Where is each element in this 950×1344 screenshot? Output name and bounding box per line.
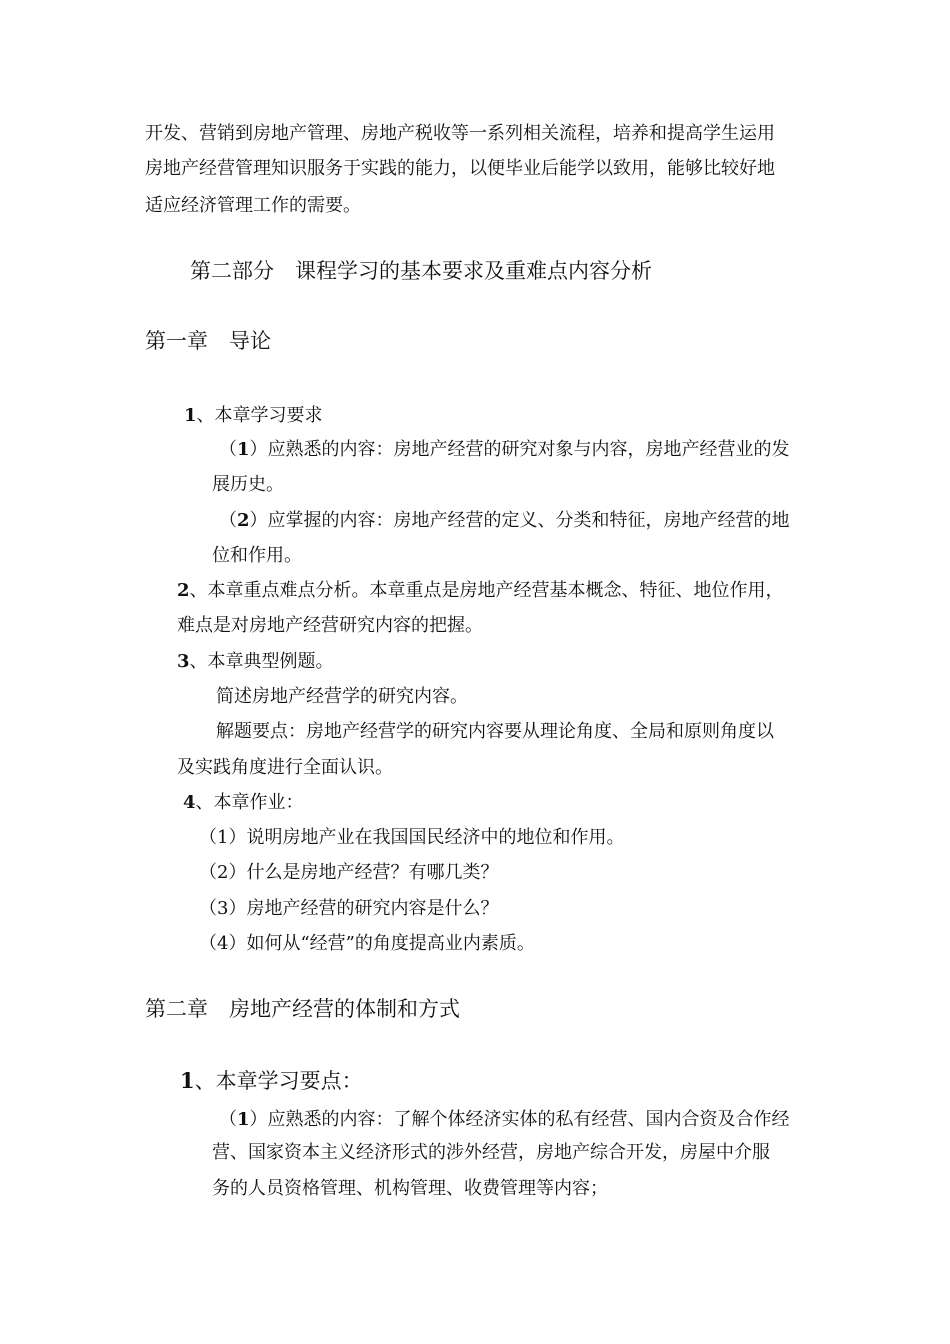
ch1-item-2-line-1: （2）应掌握的内容：房地产经营的定义、分类和特征，房地产经营的地 bbox=[219, 510, 790, 531]
ch1-section-4-heading: 4、本章作业： bbox=[183, 792, 304, 813]
ch1-item-2-line-2: 位和作用。 bbox=[212, 545, 302, 566]
part-title: 第二部分 课程学习的基本要求及重难点内容分析 bbox=[190, 259, 652, 283]
homework-item-2: （2）什么是房地产经营？有哪几类？ bbox=[199, 862, 499, 883]
ch1-item-1-line-2: 展历史。 bbox=[212, 474, 284, 495]
ch1-section-2-line-1: 2、本章重点难点分析。本章重点是房地产经营基本概念、特征、地位作用， bbox=[177, 580, 784, 601]
ch1-section-1-heading bbox=[184, 403, 323, 429]
section-number: 1 bbox=[184, 405, 197, 426]
homework-item-1: （1）说明房地产业在我国国民经济中的地位和作用。 bbox=[199, 827, 625, 848]
example-answer-line-1: 解题要点：房地产经营学的研究内容要从理论角度、全局和原则角度以 bbox=[216, 721, 774, 742]
ch2-item-1-line-2: 营、国家资本主义经济形式的涉外经营，房地产综合开发，房屋中介服 bbox=[212, 1142, 770, 1163]
example-question: 简述房地产经营学的研究内容。 bbox=[216, 686, 468, 707]
ch2-item-1-line-3: 务的人员资格管理、机构管理、收费管理等内容； bbox=[212, 1178, 608, 1199]
chapter-2-title: 第二章 房地产经营的体制和方式 bbox=[145, 997, 460, 1021]
ch2-item-1-line-1: （1）应熟悉的内容：了解个体经济实体的私有经营、国内合资及合作经 bbox=[219, 1109, 790, 1130]
intro-line-1: 开发、营销到房地产管理、房地产税收等一系列相关流程，培养和提高学生运用 bbox=[145, 123, 775, 144]
intro-line-3: 适应经济管理工作的需要。 bbox=[145, 195, 361, 216]
homework-item-3: （3）房地产经营的研究内容是什么？ bbox=[199, 898, 499, 919]
homework-item-4: （4）如何从“经营”的角度提高业内素质。 bbox=[199, 933, 535, 954]
intro-line-2: 房地产经营管理知识服务于实践的能力，以便毕业后能学以致用，能够比较好地 bbox=[145, 158, 775, 179]
item-number: 2 bbox=[237, 510, 250, 531]
section-number: 2 bbox=[177, 580, 190, 601]
ch1-section-2-line-2: 难点是对房地产经营研究内容的把握。 bbox=[177, 615, 483, 636]
section-number: 1 bbox=[180, 1068, 195, 1093]
ch2-section-1-heading: 1、本章学习要点： bbox=[180, 1068, 363, 1093]
item-number: 1 bbox=[237, 1109, 250, 1130]
section-number: 4 bbox=[183, 792, 196, 813]
section-number: 3 bbox=[177, 651, 190, 672]
section-text: 、本章学习要求 bbox=[196, 405, 323, 426]
chapter-1-title: 第一章 导论 bbox=[145, 329, 271, 353]
item-number: 1 bbox=[237, 439, 250, 460]
ch1-item-1-line-1: （1）应熟悉的内容：房地产经营的研究对象与内容，房地产经营业的发 bbox=[219, 439, 790, 460]
ch1-section-3-heading: 3、本章典型例题。 bbox=[177, 651, 334, 672]
example-answer-line-2: 及实践角度进行全面认识。 bbox=[177, 757, 393, 778]
